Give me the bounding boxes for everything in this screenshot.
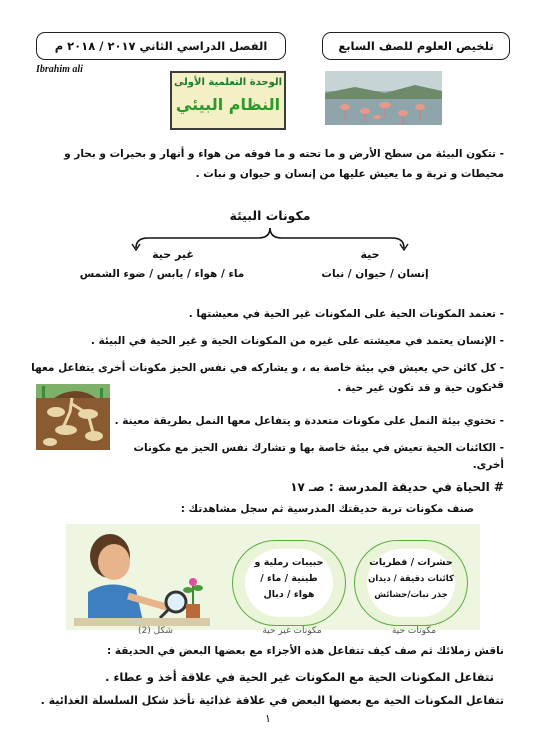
unit-banner <box>170 71 286 130</box>
living-components-card <box>354 540 468 626</box>
point-1: - تعتمد المكونات الحية على المكونات غير الحية في معيشتها . <box>188 308 504 320</box>
banner-line1: الوحدة التعلمية الأولى <box>173 77 283 88</box>
living-card-line-1: حشرات / فطريات <box>369 557 453 568</box>
living-caption: مكونات حية <box>391 626 437 636</box>
nonliving-card-text <box>245 555 333 603</box>
point-3: - كل كائن حي يعيش في بيئة خاصة به ، و يشاركه في نفس الحيز مكونات أخرى يتفاعل معها قد <box>31 362 504 391</box>
nonliving-label: غير حية <box>152 248 194 261</box>
semester-title: الفصل الدراسي الثاني ٢٠١٧ / ٢٠١٨ م <box>54 39 268 53</box>
nonliving-card-line-1: حبيبات رملية و <box>254 557 324 568</box>
author-name: Ibrahim ali <box>36 64 83 75</box>
nonliving-caption: مكونات غير حية <box>262 626 322 636</box>
living-card-inner <box>367 549 455 617</box>
living-card-line-3: جذر نبات/حشائش <box>374 590 448 600</box>
garden-instruction: صنف مكونات تربة حديقتك المدرسية ثم سجل مشاهدتك : <box>180 503 474 515</box>
subject-title: تلخيص العلوم للصف السابع <box>338 39 494 53</box>
ant-nest-illustration <box>36 384 110 450</box>
nonliving-card-line-2: طينية / ماء / <box>260 573 318 584</box>
conclusion-2: تتفاعل المكونات الحية مع بعضها البعض في علاقة غذائية تأخذ شكل السلسلة الغذائية . <box>40 694 504 707</box>
living-card-text <box>367 555 455 603</box>
living-label: حية <box>360 248 380 261</box>
point-2: - الإنسان يعتمد في معيشته على غيره من المكونات الحية و غير الحية في البيئة . <box>90 335 504 347</box>
semester-box <box>36 32 286 60</box>
garden-heading: # الحياة في حديقة المدرسة : صـ ١٧ <box>290 480 504 494</box>
components-title: مكونات البيئة <box>229 208 311 223</box>
nonliving-card-line-3: هواء / دبال <box>263 589 315 600</box>
point-3-cont: تكون حية و قد تكون غير حية . <box>337 382 492 394</box>
boy-with-magnifier-illustration <box>74 530 210 626</box>
living-items: إنسان / حيوان / نبات <box>321 268 429 280</box>
intro-line-1: - تتكون البيئة من سطح الأرض و ما تحته و ما فوقه من هواء و أنهار و بحيرات و بحار و <box>64 148 504 160</box>
subject-title-box <box>322 32 510 60</box>
nonliving-components-card <box>232 540 346 626</box>
banner-line2: النظام البيئي <box>175 95 281 114</box>
living-card-line-2: كائنات دقيقة / ديدان <box>368 574 454 584</box>
flamingo-photo <box>325 71 442 125</box>
conclusion-1: تتفاعل المكونات الحية مع المكونات غير الحية في علاقة أخذ و عطاء . <box>105 670 494 684</box>
figure-caption: شكل (2) <box>138 626 173 636</box>
nonliving-items: ماء / هواء / يابس / ضوء الشمس <box>79 268 245 280</box>
discussion-text: ناقش زملائك ثم صف كيف تتفاعل هذه الأجزاء مع بعضها البعض في الحديقة : <box>107 645 504 657</box>
intro-line-2: محيطات و تربة و ما يعيش عليها من إنسان و حيوان و نبات . <box>195 168 504 180</box>
page-number: ١ <box>265 712 271 725</box>
point-5: - الكائنات الحية تعيش في بيئة خاصة بها و تشارك نفس الحيز مع مكونات أخرى. <box>133 442 504 471</box>
point-4: - تحتوي بيئة النمل على مكونات متعددة و يتفاعل معها النمل بطريقة معينة . <box>114 415 504 427</box>
nonliving-card-inner <box>245 549 333 617</box>
